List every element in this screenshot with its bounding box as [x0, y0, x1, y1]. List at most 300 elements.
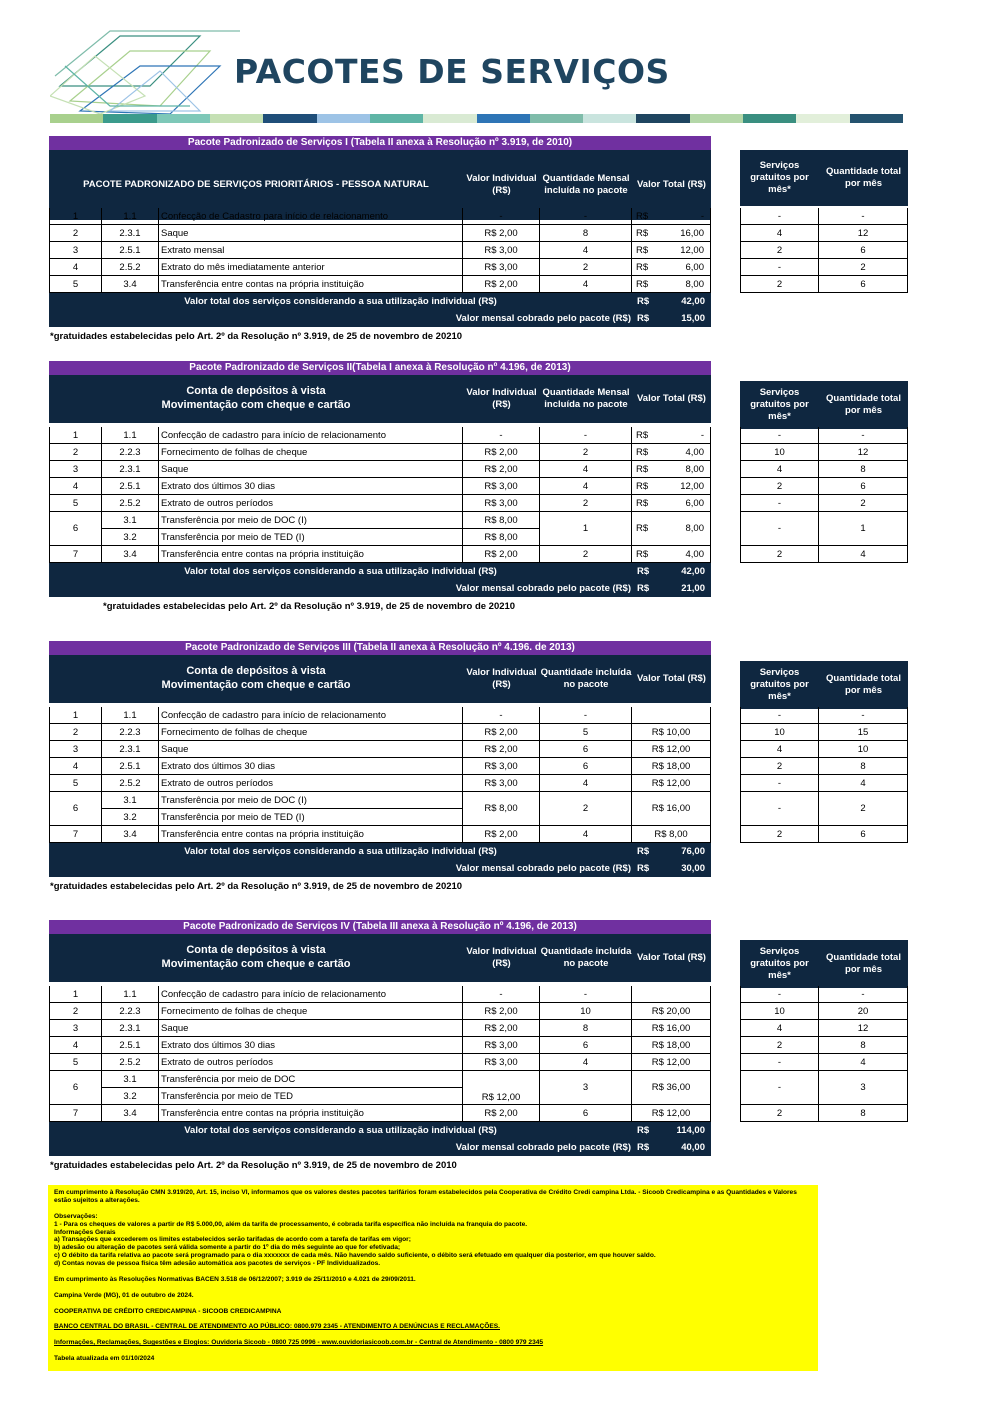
footer-p1: Em cumprimento à Resolução CMN 3.919/20, Art. 15, inciso VI, informamos que os valores destes pacotes tarifários foram estabelecidos pela Cooperativa de Crédito Credi campina Ltda. - Sicoob Credicampina e as Quantidades e Valores estão sujeitos a alterações. [54, 1189, 797, 1204]
total-value: - [700, 430, 704, 441]
total-label: Valor total dos serviços considerando a sua utilização individual (R$) [184, 296, 497, 307]
table-header-right [740, 661, 908, 709]
row-valor: R$ 2,00 [463, 225, 540, 242]
total-label: Valor total dos serviços considerando a sua utilização individual (R$) [184, 1125, 497, 1136]
row-number: 3 [49, 461, 102, 478]
stripe-segment [583, 114, 636, 123]
row-valor: R$ 3,00 [463, 242, 540, 259]
row-gratuitos: 2 [740, 276, 819, 293]
row-valor: R$ 3,00 [463, 478, 540, 495]
row-valor: R$ 8,00 [463, 792, 540, 826]
row-code: 3.2 [102, 809, 159, 826]
row-qtd-total: 4 [819, 775, 908, 792]
row-number: 1 [49, 986, 102, 1003]
row-quantidade: 5 [540, 724, 632, 741]
table-row [49, 259, 909, 276]
row-number: 6 [49, 792, 102, 826]
row-total [632, 461, 711, 478]
row-quantidade: 4 [540, 775, 632, 792]
row-valor: R$ 3,00 [463, 758, 540, 775]
footer-ia: a) Transações que excederem os limites estabelecidos serão tarifadas de acordo com a tarefa de tarifas em vigor; [54, 1236, 411, 1244]
row-number: 2 [49, 1003, 102, 1020]
row-number: 3 [49, 1020, 102, 1037]
row-quantidade: 4 [540, 461, 632, 478]
row-code: 2.5.2 [102, 495, 159, 512]
stripe-segment [636, 114, 689, 123]
row-gratuitos: 2 [740, 826, 819, 843]
row-total: R$ 12,00 [632, 1054, 711, 1071]
total-label: Valor total dos serviços considerando a sua utilização individual (R$) [184, 566, 497, 577]
footer-notice [48, 1185, 818, 1371]
row-qtd-total: - [819, 986, 908, 1003]
stripe-segment [796, 114, 849, 123]
stripe-segment [743, 114, 796, 123]
row-description: Extrato de outros períodos [159, 1054, 463, 1071]
row-quantidade: 2 [540, 546, 632, 563]
row-code: 3.1 [102, 792, 159, 809]
row-gratuitos: - [740, 208, 819, 225]
row-gratuitos: - [740, 427, 819, 444]
total-value: 6,00 [685, 262, 704, 273]
row-valor: R$ 2,00 [463, 826, 540, 843]
stripe-segment [103, 114, 156, 123]
footer-info: Informações Gerais [54, 1228, 116, 1236]
row-quantidade: 8 [540, 1020, 632, 1037]
table-row-group [49, 1071, 909, 1105]
table-row [49, 707, 909, 724]
monthly-label: Valor mensal cobrado pelo pacote (R$) [455, 863, 631, 874]
table-row [49, 495, 909, 512]
row-total [632, 276, 711, 293]
table-row [49, 724, 909, 741]
total-value: - [700, 211, 704, 222]
row-qtd-total: 8 [819, 758, 908, 775]
row-gratuitos: - [740, 259, 819, 276]
row-number: 5 [49, 775, 102, 792]
row-gratuitos: 10 [740, 724, 819, 741]
row-description: Fornecimento de folhas de cheque [159, 724, 463, 741]
row-qtd-total: 12 [819, 1020, 908, 1037]
row-valor: R$ 3,00 [463, 775, 540, 792]
row-valor: R$ 2,00 [463, 1003, 540, 1020]
row-description: Extrato dos últimos 30 dias [159, 758, 463, 775]
row-number: 6 [49, 512, 102, 546]
row-description: Extrato dos últimos 30 dias [159, 1037, 463, 1054]
row-code: 3.1 [102, 512, 159, 529]
table-row-group [49, 512, 909, 546]
row-description: Saque [159, 741, 463, 758]
row-gratuitos: 2 [740, 478, 819, 495]
row-code: 2.2.3 [102, 1003, 159, 1020]
stripe-segment [370, 114, 423, 123]
row-qtd-total: 8 [819, 1105, 908, 1122]
row-number: 7 [49, 546, 102, 563]
row-gratuitos: 10 [740, 444, 819, 461]
row-valor: R$ 2,00 [463, 546, 540, 563]
table-row [49, 427, 909, 444]
monthly-value: 15,00 [681, 313, 705, 324]
row-description: Transferência por meio de TED (I) [159, 809, 463, 826]
table-row [49, 1054, 909, 1071]
stripe-segment [477, 114, 530, 123]
row-number: 6 [49, 1071, 102, 1105]
row-total: R$ 8,00 [632, 826, 711, 843]
header-line: Conta de depósitos à vista [186, 944, 326, 957]
row-number: 4 [49, 758, 102, 775]
row-description: Confecção de cadastro para início de relacionamento [159, 707, 463, 724]
footer-ib: b) adesão ou alteração de pacotes será válida somente a partir do 1º dia do mês seguinte ao que for efetivada; [54, 1244, 401, 1252]
table-row [49, 758, 909, 775]
table-header-right [740, 381, 908, 429]
row-number: 4 [49, 1037, 102, 1054]
row-qtd-total: 4 [819, 1054, 908, 1071]
row-number: 2 [49, 444, 102, 461]
row-valor: R$ 2,00 [463, 461, 540, 478]
row-quantidade: 4 [540, 826, 632, 843]
row-description: Extrato dos últimos 30 dias [159, 478, 463, 495]
header-line: Movimentação com cheque e cartão [161, 399, 351, 411]
monthly-row [49, 1139, 711, 1156]
currency-label: R$ [636, 481, 649, 492]
total-value: 6,00 [685, 498, 704, 509]
total-row [49, 293, 711, 310]
row-quantidade: 6 [540, 1037, 632, 1054]
row-quantidade: 10 [540, 1003, 632, 1020]
row-qtd-total: 20 [819, 1003, 908, 1020]
table-row-group [49, 792, 909, 826]
row-code: 1.1 [102, 986, 159, 1003]
monthly-value: 21,00 [681, 583, 705, 594]
footer-obs: Observações: [54, 1212, 98, 1220]
row-code: 2.5.1 [102, 1037, 159, 1054]
footer-bacen: Em cumprimento às Resoluções Normativas BACEN 3.518 de 06/12/2007; 3.919 de 25/11/2010 e 4.021 de 29/09/2011. [54, 1275, 416, 1283]
total-value: 8,00 [685, 464, 704, 475]
total-value: 4,00 [685, 447, 704, 458]
row-code: 3.2 [102, 529, 159, 546]
stripe-segment [690, 114, 743, 123]
package-title: Pacote Padronizado de Serviços IV (Tabela III anexa à Resolução nº 4.196, de 2013) [49, 920, 711, 934]
row-code: 2.5.2 [102, 1054, 159, 1071]
row-qtd-total: 2 [819, 495, 908, 512]
total-value: 42,00 [681, 566, 705, 577]
footer-ic: c) O débito da tarifa relativa ao pacote será programado para o dia xxxxxxx de cada mês. Não havendo saldo suficiente, o débito será efetuado em qualquer dia posterior, em que houver saldo. [54, 1252, 656, 1260]
row-number: 3 [49, 242, 102, 259]
row-number: 7 [49, 826, 102, 843]
table-row [49, 1003, 909, 1020]
row-description: Transferência por meio de TED (I) [159, 529, 463, 546]
row-number: 5 [49, 495, 102, 512]
row-number: 4 [49, 259, 102, 276]
row-description: Saque [159, 225, 463, 242]
row-quantidade: 2 [540, 259, 632, 276]
package-title: Pacote Padronizado de Serviços I (Tabela II anexa à Resolução nº 3.919, de 2010) [49, 136, 711, 150]
table-row [49, 775, 909, 792]
monthly-row [49, 860, 711, 877]
row-code: 3.2 [102, 1088, 159, 1105]
header-quantidade: Quantidade incluída no pacote [540, 667, 632, 690]
row-total [632, 427, 711, 444]
row-description: Saque [159, 461, 463, 478]
page-title: PACOTES DE SERVIÇOS [234, 52, 670, 91]
row-number: 4 [49, 478, 102, 495]
header-qtd-total: Quantidade total por mês [826, 952, 901, 975]
row-valor: R$ 3,00 [463, 1054, 540, 1071]
row-quantidade: 2 [540, 444, 632, 461]
row-qtd-total: 8 [819, 1037, 908, 1054]
row-quantidade: 4 [540, 242, 632, 259]
total-value: 42,00 [681, 296, 705, 307]
row-valor: R$ 2,00 [463, 1105, 540, 1122]
row-number: 1 [49, 707, 102, 724]
total-value: 12,00 [680, 481, 704, 492]
row-quantidade: - [540, 208, 632, 225]
row-total: R$ 16,00 [632, 1020, 711, 1037]
total-value: 16,00 [680, 228, 704, 239]
header-total: Valor Total (R$) [637, 673, 706, 685]
currency-label: R$ [636, 464, 649, 475]
monthly-value: 30,00 [681, 863, 705, 874]
row-qtd-total: 12 [819, 444, 908, 461]
row-code: 3.1 [102, 1071, 159, 1088]
stripe-segment [263, 114, 316, 123]
table-header [49, 375, 711, 423]
row-quantidade: - [540, 707, 632, 724]
stripe-segment [210, 114, 263, 123]
row-qtd-total: 4 [819, 546, 908, 563]
currency-label: R$ [637, 1142, 650, 1153]
currency-label: R$ [637, 863, 650, 874]
row-valor: R$ 12,00 [463, 1071, 540, 1105]
currency-label: R$ [636, 211, 649, 222]
footer-ouvidoria-link[interactable]: Informações, Reclamações, Sugestões e Elogios: Ouvidoria Sicoob - 0800 725 0996 - www.ouvidoriasicoob.com.br - Central de Atendimento - 0800 979 2345 [54, 1339, 544, 1347]
table-row [49, 1105, 909, 1122]
logo-graphic [50, 26, 240, 116]
stripe-segment [157, 114, 210, 123]
row-valor: - [463, 208, 540, 225]
currency-label: R$ [636, 549, 649, 560]
row-code: 1.1 [102, 427, 159, 444]
row-quantidade: 2 [540, 495, 632, 512]
row-description: Transferência entre contas na própria instituição [159, 546, 463, 563]
table-header-right [740, 150, 908, 206]
stripe-segment [50, 114, 103, 123]
row-description: Transferência entre contas na própria instituição [159, 1105, 463, 1122]
header-valor: Valor Individual (R$) [466, 946, 537, 969]
row-total: R$ 12,00 [632, 741, 711, 758]
currency-label: R$ [636, 498, 649, 509]
row-total [632, 444, 711, 461]
total-value: 8,00 [685, 523, 704, 534]
row-description: Transferência por meio de DOC (I) [159, 792, 463, 809]
row-quantidade: 4 [540, 478, 632, 495]
monthly-row [49, 310, 711, 327]
row-gratuitos: - [740, 986, 819, 1003]
footer-updated: Tabela atualizada em 01/10/2024 [54, 1355, 155, 1363]
row-quantidade: 4 [540, 276, 632, 293]
row-description: Confecção de cadastro para início de relacionamento [159, 427, 463, 444]
monthly-row [49, 580, 711, 597]
row-code: 1.1 [102, 707, 159, 724]
row-code: 2.3.1 [102, 225, 159, 242]
header-total: Valor Total (R$) [637, 393, 706, 405]
row-total [632, 986, 711, 1003]
row-valor: R$ 2,00 [463, 444, 540, 461]
row-qtd-total: 1 [819, 512, 908, 546]
row-code: 2.2.3 [102, 724, 159, 741]
row-qtd-total: 6 [819, 242, 908, 259]
table-header [49, 655, 711, 703]
row-total: R$ 12,00 [632, 1105, 711, 1122]
row-qtd-total: 15 [819, 724, 908, 741]
table-row [49, 826, 909, 843]
row-description: Transferência por meio de DOC [159, 1071, 463, 1088]
currency-label: R$ [637, 583, 650, 594]
row-quantidade: 6 [540, 758, 632, 775]
row-description: Extrato de outros períodos [159, 495, 463, 512]
row-code: 3.4 [102, 826, 159, 843]
row-total [632, 546, 711, 563]
row-total [632, 259, 711, 276]
currency-label: R$ [636, 279, 649, 290]
row-gratuitos: 2 [740, 1037, 819, 1054]
row-total: R$ 16,00 [632, 792, 711, 826]
header-quantidade: Quantidade Mensal incluída no pacote [542, 387, 630, 410]
row-code: 2.5.2 [102, 259, 159, 276]
header-gratuitos: Serviços gratuitos por mês* [750, 160, 809, 195]
currency-label: R$ [636, 523, 649, 534]
row-number: 5 [49, 1054, 102, 1071]
row-code: 3.4 [102, 546, 159, 563]
row-valor: - [463, 707, 540, 724]
table-header-right [740, 940, 908, 988]
stripe-segment [530, 114, 583, 123]
table-row [49, 461, 909, 478]
table-row [49, 546, 909, 563]
row-qtd-total: 12 [819, 225, 908, 242]
row-code: 2.3.1 [102, 1020, 159, 1037]
header-gratuitos: Serviços gratuitos por mês* [750, 946, 809, 981]
header-qtd-total: Quantidade total por mês [826, 166, 901, 189]
footer-city: Campina Verde (MG), 01 de outubro de 2024. [54, 1291, 194, 1299]
gratuidades-note: *gratuidades estabelecidas pelo Art. 2º da Resolução nº 3.919, de 25 de novembro de 20210 [50, 881, 463, 892]
row-gratuitos: - [740, 1071, 819, 1105]
row-description: Transferência entre contas na própria instituição [159, 276, 463, 293]
gratuidades-note: *gratuidades estabelecidas pelo Art. 2º da Resolução nº 3.919, de 25 de novembro de 20210 [103, 601, 516, 612]
package-title: Pacote Padronizado de Serviços III (Tabela II anexa à Resolução nº 4.196. de 2013) [49, 641, 711, 655]
total-row [49, 843, 711, 860]
row-description: Extrato de outros períodos [159, 775, 463, 792]
row-quantidade: 4 [540, 1054, 632, 1071]
row-code: 3.4 [102, 276, 159, 293]
row-code: 2.2.3 [102, 444, 159, 461]
row-valor: R$ 3,00 [463, 495, 540, 512]
row-valor: R$ 2,00 [463, 724, 540, 741]
row-code: 2.3.1 [102, 461, 159, 478]
currency-label: R$ [636, 430, 649, 441]
table-row [49, 242, 909, 259]
header-qtd-total: Quantidade total por mês [826, 393, 901, 416]
currency-label: R$ [636, 228, 649, 239]
table-row [49, 1037, 909, 1054]
row-qtd-total: 10 [819, 741, 908, 758]
row-code: 1.1 [102, 208, 159, 225]
currency-label: R$ [636, 262, 649, 273]
row-gratuitos: 2 [740, 546, 819, 563]
row-number: 2 [49, 225, 102, 242]
row-gratuitos: - [740, 792, 819, 826]
row-qtd-total: - [819, 707, 908, 724]
row-valor: R$ 3,00 [463, 1037, 540, 1054]
header-total: Valor Total (R$) [637, 179, 706, 191]
row-description: Confecção de cadastro para início de relacionamento [159, 986, 463, 1003]
row-number: 5 [49, 276, 102, 293]
row-number: 3 [49, 741, 102, 758]
row-qtd-total: - [819, 208, 908, 225]
row-quantidade: - [540, 427, 632, 444]
row-total [632, 512, 711, 546]
row-code: 3.4 [102, 1105, 159, 1122]
monthly-value: 40,00 [681, 1142, 705, 1153]
row-number: 7 [49, 1105, 102, 1122]
row-total [632, 208, 711, 225]
monthly-label: Valor mensal cobrado pelo pacote (R$) [455, 583, 631, 594]
header-valor: Valor Individual (R$) [466, 173, 537, 196]
currency-label: R$ [636, 245, 649, 256]
row-quantidade: 2 [540, 792, 632, 826]
row-quantidade: 6 [540, 1105, 632, 1122]
row-gratuitos: 10 [740, 1003, 819, 1020]
row-valor: - [463, 986, 540, 1003]
header-line: Conta de depósitos à vista [186, 665, 326, 678]
row-gratuitos: - [740, 1054, 819, 1071]
row-number: 1 [49, 427, 102, 444]
row-gratuitos: 4 [740, 1020, 819, 1037]
currency-label: R$ [637, 566, 650, 577]
row-code: 2.5.1 [102, 242, 159, 259]
header-line: Conta de depósitos à vista [186, 385, 326, 398]
header-total: Valor Total (R$) [637, 952, 706, 964]
footer-id: d) Contas novas de pessoa física têm adesão automática aos pacotes de serviços - PF Individualizados. [54, 1260, 381, 1268]
monthly-label: Valor mensal cobrado pelo pacote (R$) [455, 313, 631, 324]
row-description: Transferência por meio de DOC (I) [159, 512, 463, 529]
stripe-segment [317, 114, 370, 123]
header-description [49, 375, 463, 423]
row-gratuitos: 4 [740, 225, 819, 242]
row-gratuitos: 4 [740, 461, 819, 478]
header-description [49, 934, 463, 982]
row-description: Fornecimento de folhas de cheque [159, 444, 463, 461]
row-qtd-total: 6 [819, 276, 908, 293]
stripe-segment [850, 114, 903, 123]
monthly-label: Valor mensal cobrado pelo pacote (R$) [455, 1142, 631, 1153]
total-value: 8,00 [685, 279, 704, 290]
row-quantidade: 6 [540, 741, 632, 758]
row-gratuitos: - [740, 775, 819, 792]
color-stripe [50, 114, 903, 123]
row-number: 1 [49, 208, 102, 225]
header-qtd-total: Quantidade total por mês [826, 673, 901, 696]
header-gratuitos: Serviços gratuitos por mês* [750, 667, 809, 702]
row-total [632, 478, 711, 495]
stripe-segment [423, 114, 476, 123]
total-value: 114,00 [676, 1125, 705, 1136]
row-valor: R$ 2,00 [463, 1020, 540, 1037]
table-row [49, 276, 909, 293]
gratuidades-note: *gratuidades estabelecidas pelo Art. 2º da Resolução nº 3.919, de 25 de novembro de 2010 [50, 1160, 457, 1171]
row-quantidade: 1 [540, 512, 632, 546]
header-line: PACOTE PADRONIZADO DE SERVIÇOS PRIORITÁRIOS - PESSOA NATURAL [83, 179, 429, 191]
row-qtd-total: 6 [819, 478, 908, 495]
